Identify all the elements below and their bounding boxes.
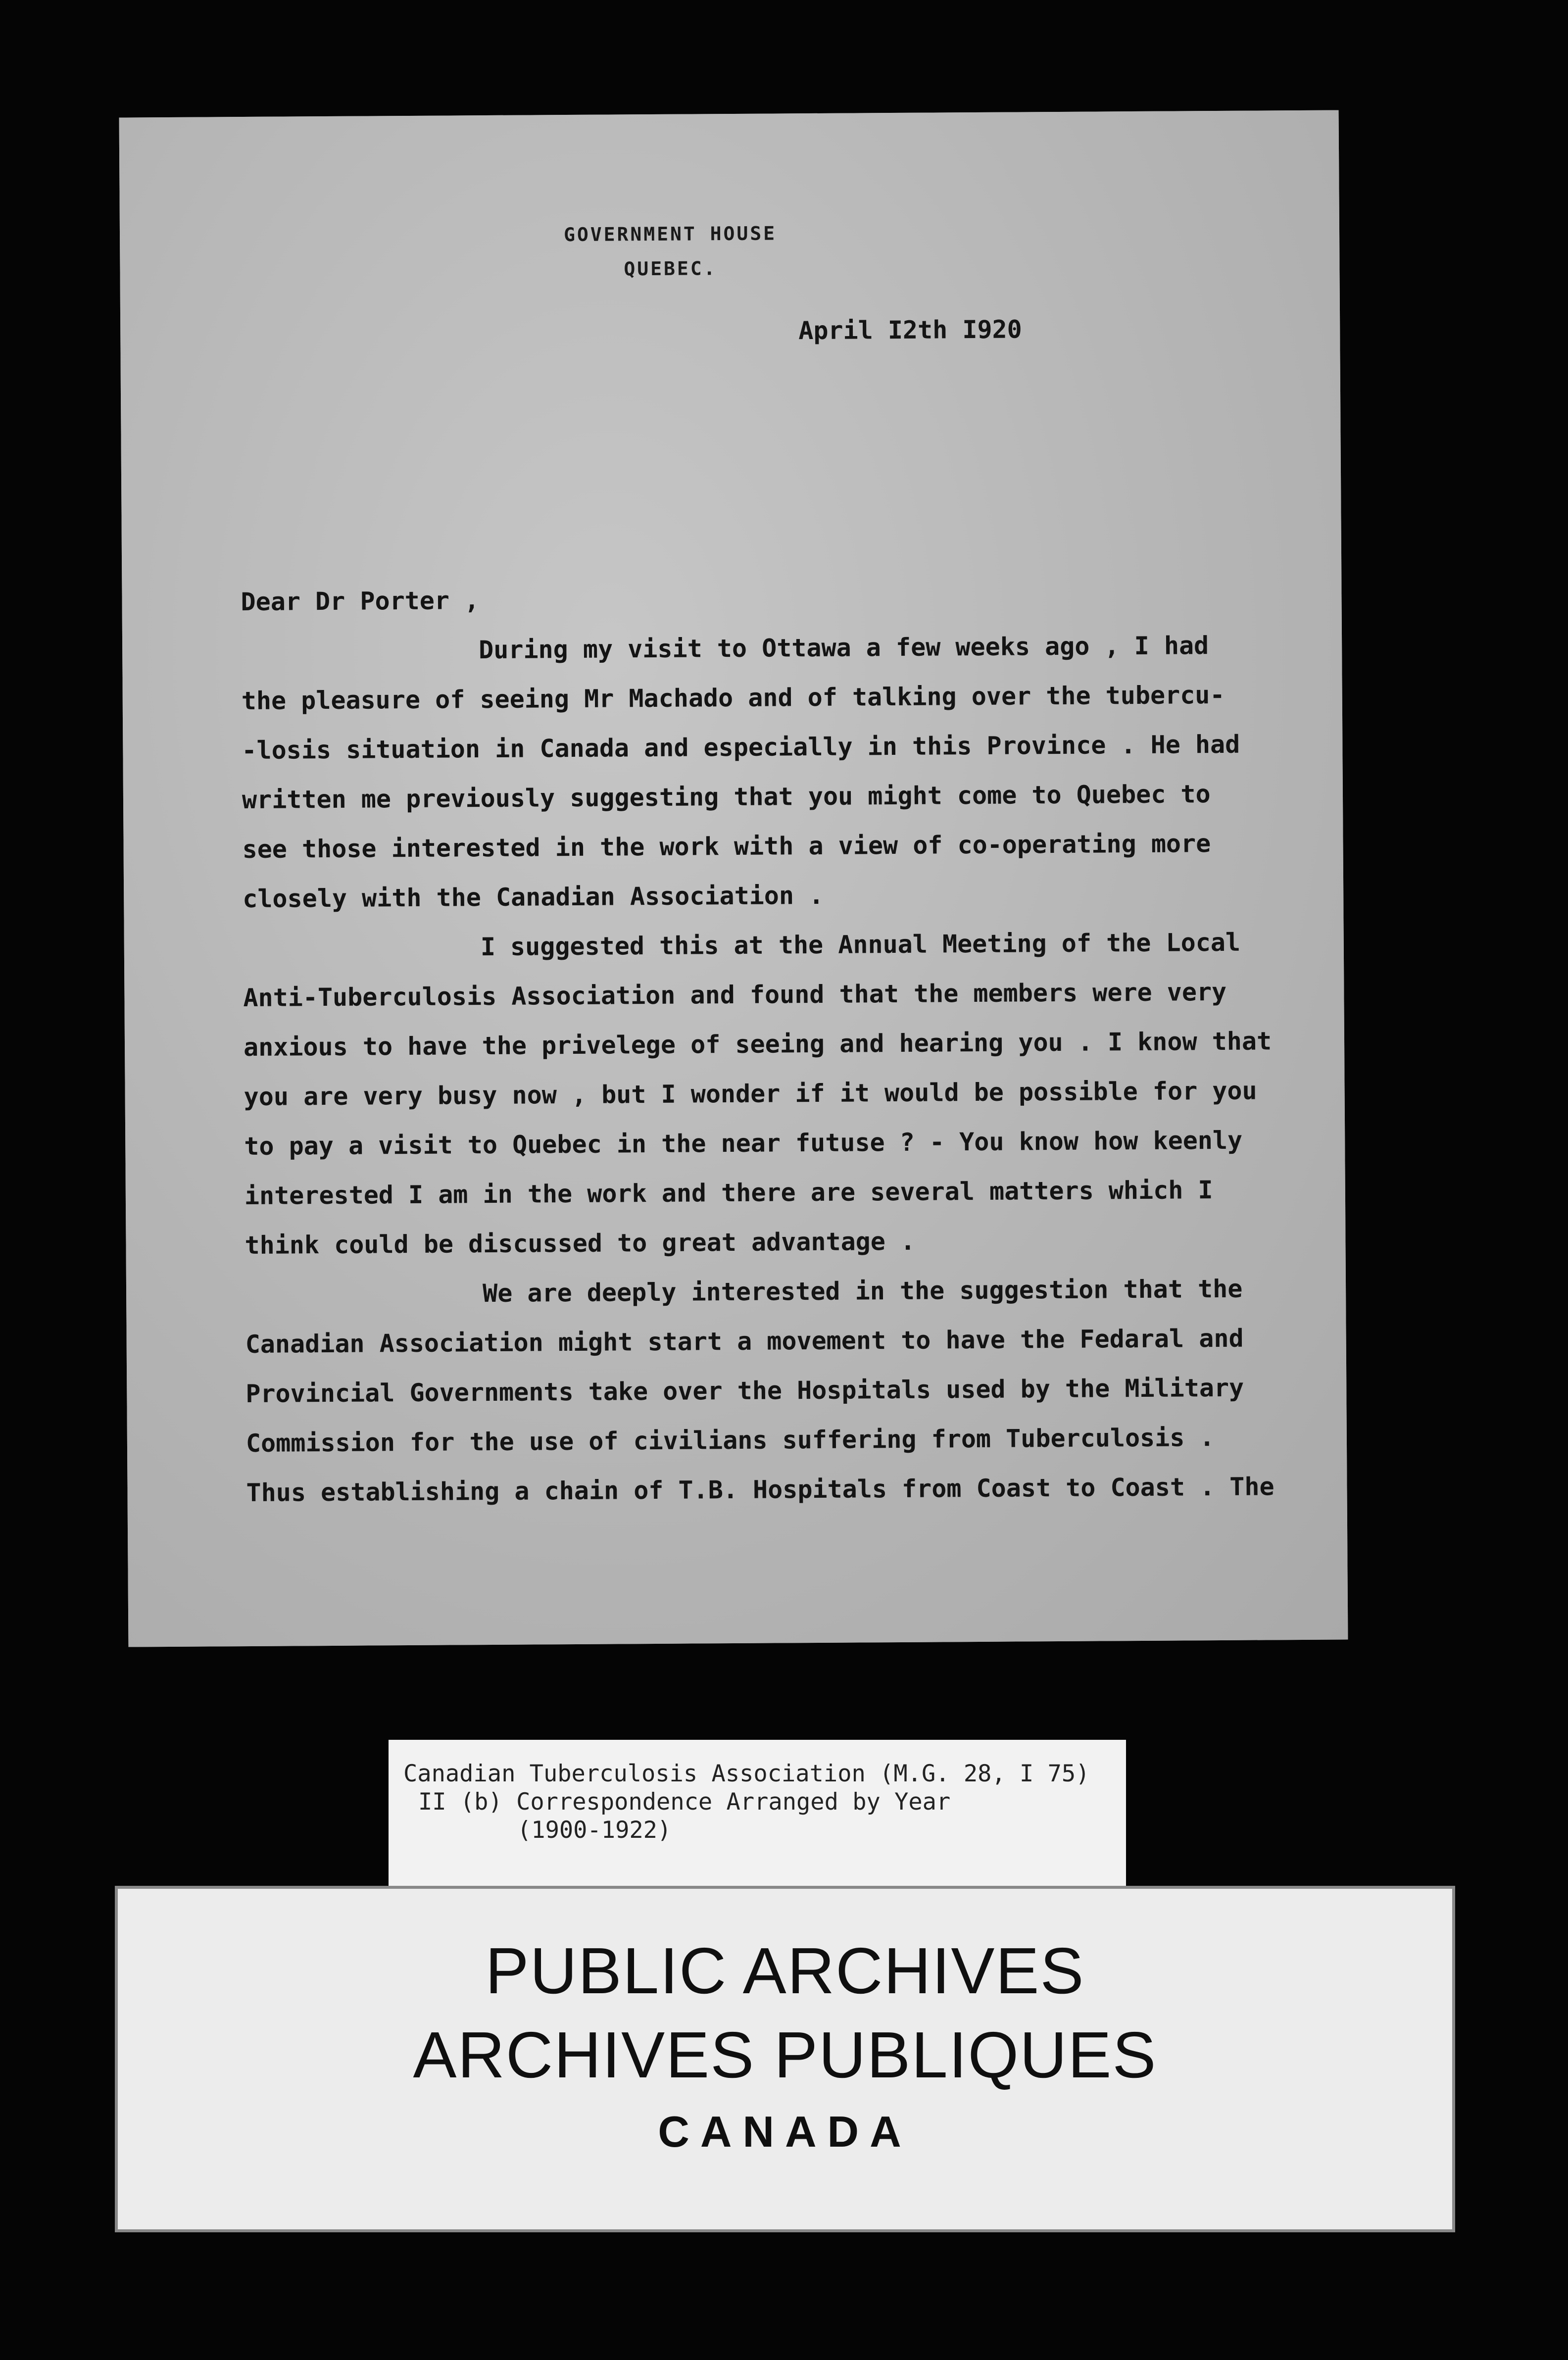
letter-line: Commission for the use of civilians suffering from Tuberculosis . (245, 1423, 1215, 1458)
letterhead-city: QUEBEC. (624, 257, 717, 280)
letter-line: Provincial Governments take over the Hospitals used by the Military (245, 1373, 1244, 1409)
letter-line: We are deeply interested in the suggestion that the (482, 1274, 1243, 1308)
letter-date: April I2th I920 (798, 315, 1022, 345)
letter-line: think could be discussed to great advantage . (245, 1227, 916, 1260)
letter-line: to pay a visit to Quebec in the near futuse ? - You know how keenly (244, 1126, 1243, 1161)
letter-line: you are very busy now , but I wonder if it would be possible for you (244, 1076, 1257, 1112)
letter-line: interested I am in the work and there are several matters which I (244, 1176, 1213, 1211)
letter-line: the pleasure of seeing Mr Machado and of talking over the tubercu- (241, 680, 1225, 716)
letter-line: Thus establishing a chain of T.B. Hospitals from Coast to Coast . The (246, 1472, 1274, 1508)
citation-line: II (b) Correspondence Arranged by Year (418, 1788, 951, 1816)
letter-line: written me previously suggesting that you might come to Quebec to (242, 780, 1211, 815)
letter-line: During my visit to Ottawa a few weeks ago , I had (478, 631, 1209, 665)
archives-stamp (115, 1886, 1455, 2232)
letter-line: Anti-Tuberculosis Association and found that the members were very (243, 977, 1227, 1013)
letter-body (241, 571, 1316, 1518)
salutation: Dear Dr Porter , (241, 586, 480, 617)
archive-citation-label (389, 1740, 1126, 1888)
citation-line: (1900-1922) (517, 1817, 672, 1844)
citation-line: Canadian Tuberculosis Association (M.G. 28, I 75) (403, 1760, 1090, 1787)
letter-line: -losis situation in Canada and especially in this Province . He had (242, 730, 1240, 765)
letter-line: see those interested in the work with a view of co-operating more (242, 829, 1211, 864)
stamp-line-country: CANADA (658, 2107, 912, 2156)
stamp-line-english: PUBLIC ARCHIVES (485, 1934, 1085, 2007)
letterhead-title: GOVERNMENT HOUSE (563, 222, 777, 246)
letter-line: anxious to have the privelege of seeing and hearing you . I know that (243, 1027, 1272, 1062)
letter-line: closely with the Canadian Association . (243, 881, 824, 914)
letter-page (119, 110, 1348, 1647)
letter-line: I suggested this at the Annual Meeting of the Local (480, 928, 1241, 962)
letter-line: Canadian Association might start a movement to have the Fedaral and (245, 1324, 1244, 1359)
stamp-line-french: ARCHIVES PUBLIQUES (413, 2018, 1157, 2091)
